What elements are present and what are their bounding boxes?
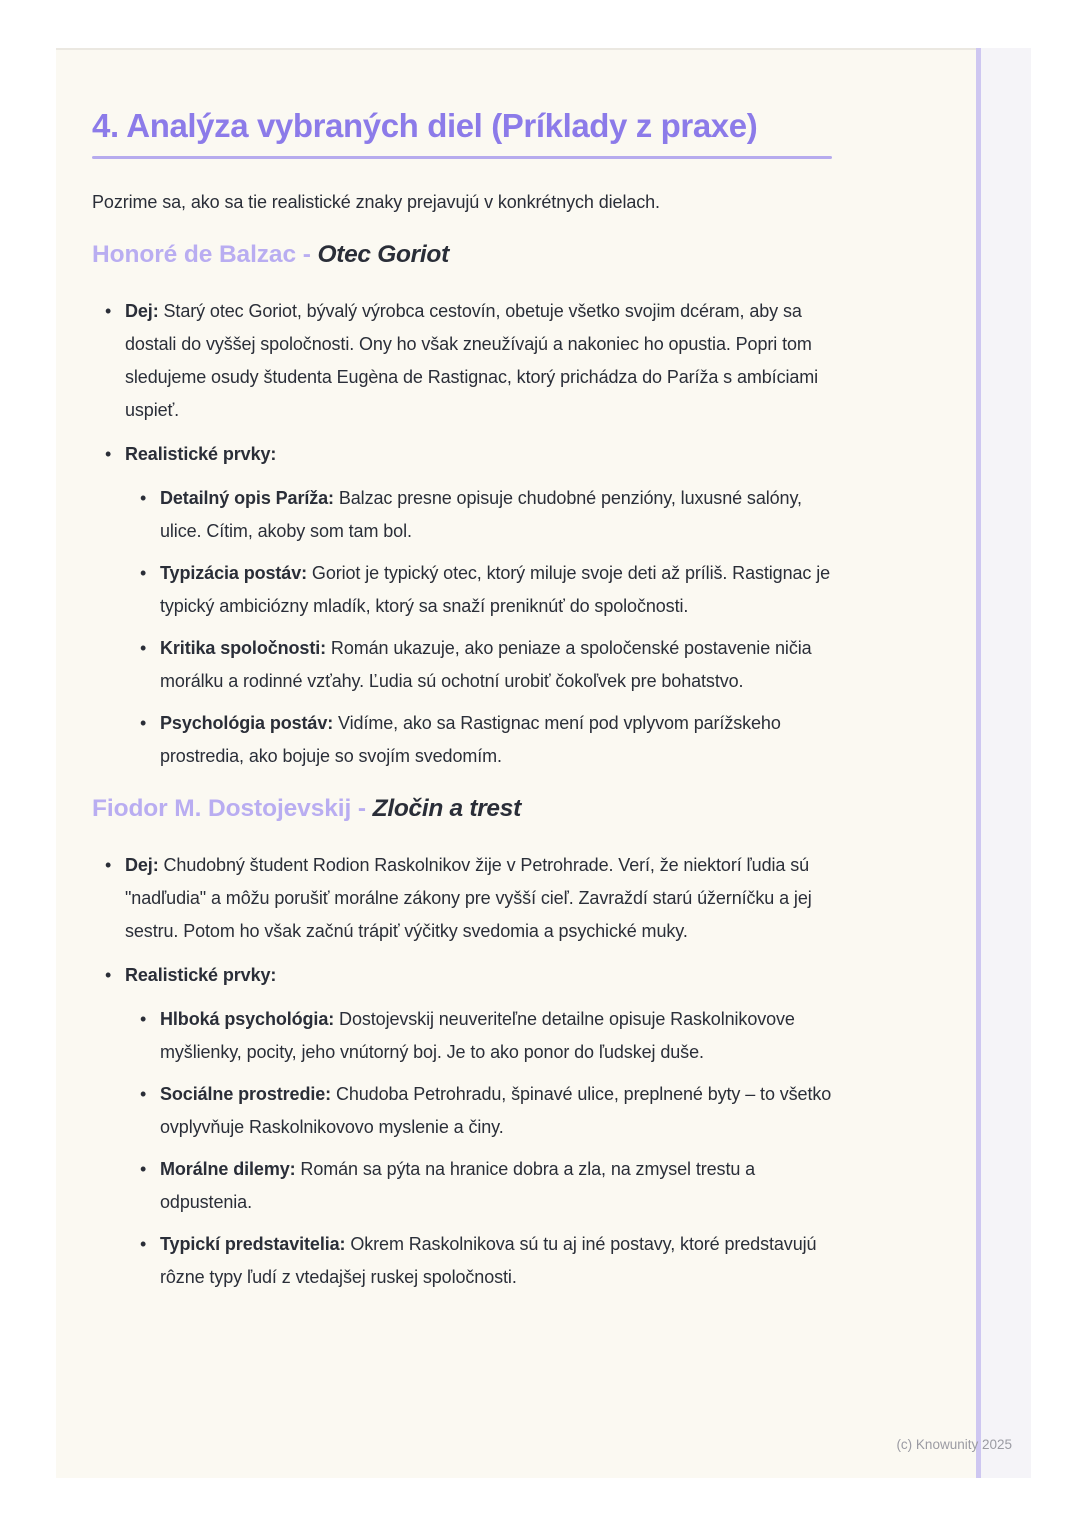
item-text: Goriot je typický otec, ktorý miluje svoje deti až príliš. Rastignac je typický ambiciózny mladík, ktorý sa snaží preniknúť do spoločnosti. xyxy=(160,563,831,616)
list-item-plot xyxy=(92,849,832,948)
bullet-list-balzac xyxy=(92,295,832,773)
intro-paragraph: Pozrime sa, ako sa tie realistické znaky prejavujú v konkrétnych dielach. xyxy=(92,192,660,212)
list-item-plot xyxy=(92,295,832,427)
item-label: Morálne dilemy: xyxy=(160,1159,296,1179)
item-text: Starý otec Goriot, bývalý výrobca cestovín, obetuje všetko svojim dcéram, aby sa dostali do vyššej spoločnosti. Ony ho však zneužívajú a nakoniec ho opustia. Popri tom sledujeme osudy študenta Eugèna de Rastignac, ktorý prichádza do Paríža s ambíciami uspieť. xyxy=(125,301,819,420)
item-label: Detailný opis Paríža: xyxy=(160,488,334,508)
item-label: Typickí predstavitelia: xyxy=(160,1234,346,1254)
item-text: Vidíme, ako sa Rastignac mení pod vplyvom parížskeho prostredia, ako bojuje so svojím svedomím. xyxy=(160,713,781,766)
author-name: Honoré de Balzac xyxy=(92,241,296,268)
list-item-element xyxy=(92,482,832,548)
heading-separator: - xyxy=(351,795,373,822)
item-label: Realistické prvky: xyxy=(125,444,277,464)
list-item-element xyxy=(92,1153,832,1219)
next-page-edge-sliver xyxy=(981,48,1031,1478)
list-item-element xyxy=(92,1078,832,1144)
page-title: 4. Analýza vybraných diel (Príklady z praxe) xyxy=(92,107,758,144)
item-label: Dej: xyxy=(125,855,159,875)
item-label: Typizácia postáv: xyxy=(160,563,308,583)
section-heading-balzac xyxy=(92,238,832,271)
item-text: Okrem Raskolnikova sú tu aj iné postavy, ktoré predstavujú rôzne typy ľudí z vtedajšej ruskej spoločnosti. xyxy=(160,1234,817,1287)
work-title: Otec Goriot xyxy=(317,241,449,268)
author-name: Fiodor M. Dostojevskij xyxy=(92,795,352,822)
item-label: Hlboká psychológia: xyxy=(160,1009,335,1029)
heading-separator: - xyxy=(295,241,318,268)
document-page-card xyxy=(56,48,976,1478)
list-item-element xyxy=(92,632,832,698)
item-label: Psychológia postáv: xyxy=(160,713,334,733)
item-label: Dej: xyxy=(125,301,159,321)
list-item-element xyxy=(92,1003,832,1069)
item-label: Kritika spoločnosti: xyxy=(160,638,327,658)
item-label: Sociálne prostredie: xyxy=(160,1084,332,1104)
item-label: Realistické prvky: xyxy=(125,965,277,985)
item-text: Román sa pýta na hranice dobra a zla, na zmysel trestu a odpustenia. xyxy=(160,1159,756,1212)
list-item-element xyxy=(92,1228,832,1294)
list-item-elements xyxy=(92,438,832,471)
item-text: Chudobný študent Rodion Raskolnikov žije v Petrohrade. Verí, že niektorí ľudia sú "nadľudia" a môžu porušiť morálne zákony pre vyšší cieľ. Zavraždí starú úžerníčku a jej sestru. Potom ho však začnú trápiť výčitky svedomia a psychické muky. xyxy=(125,855,812,941)
item-text: Román ukazuje, ako peniaze a spoločenské postavenie ničia morálku a rodinné vzťahy. Ľudia sú ochotní urobiť čokoľvek pre bohatstvo. xyxy=(160,638,812,691)
title-underline xyxy=(92,156,832,159)
list-item-element xyxy=(92,557,832,623)
bullet-list-dostojevskij xyxy=(92,849,832,1294)
document-content xyxy=(56,50,976,1294)
watermark: (c) Knowunity 2025 xyxy=(896,1437,1012,1452)
item-text: Dostojevskij neuveriteľne detailne opisuje Raskolnikovove myšlienky, pocity, jeho vnútorný boj. Je to ako ponor do ľudskej duše. xyxy=(160,1009,795,1062)
list-item-elements xyxy=(92,959,832,992)
list-item-element xyxy=(92,707,832,773)
item-text: Chudoba Petrohradu, špinavé ulice, preplnené byty – to všetko ovplyvňuje Raskolnikovovo myslenie a činy. xyxy=(160,1084,832,1137)
item-text: Balzac presne opisuje chudobné penzióny, luxusné salóny, ulice. Cítim, akoby som tam bol. xyxy=(160,488,802,541)
section-heading-dostojevskij xyxy=(92,792,832,825)
work-title: Zločin a trest xyxy=(372,795,521,822)
